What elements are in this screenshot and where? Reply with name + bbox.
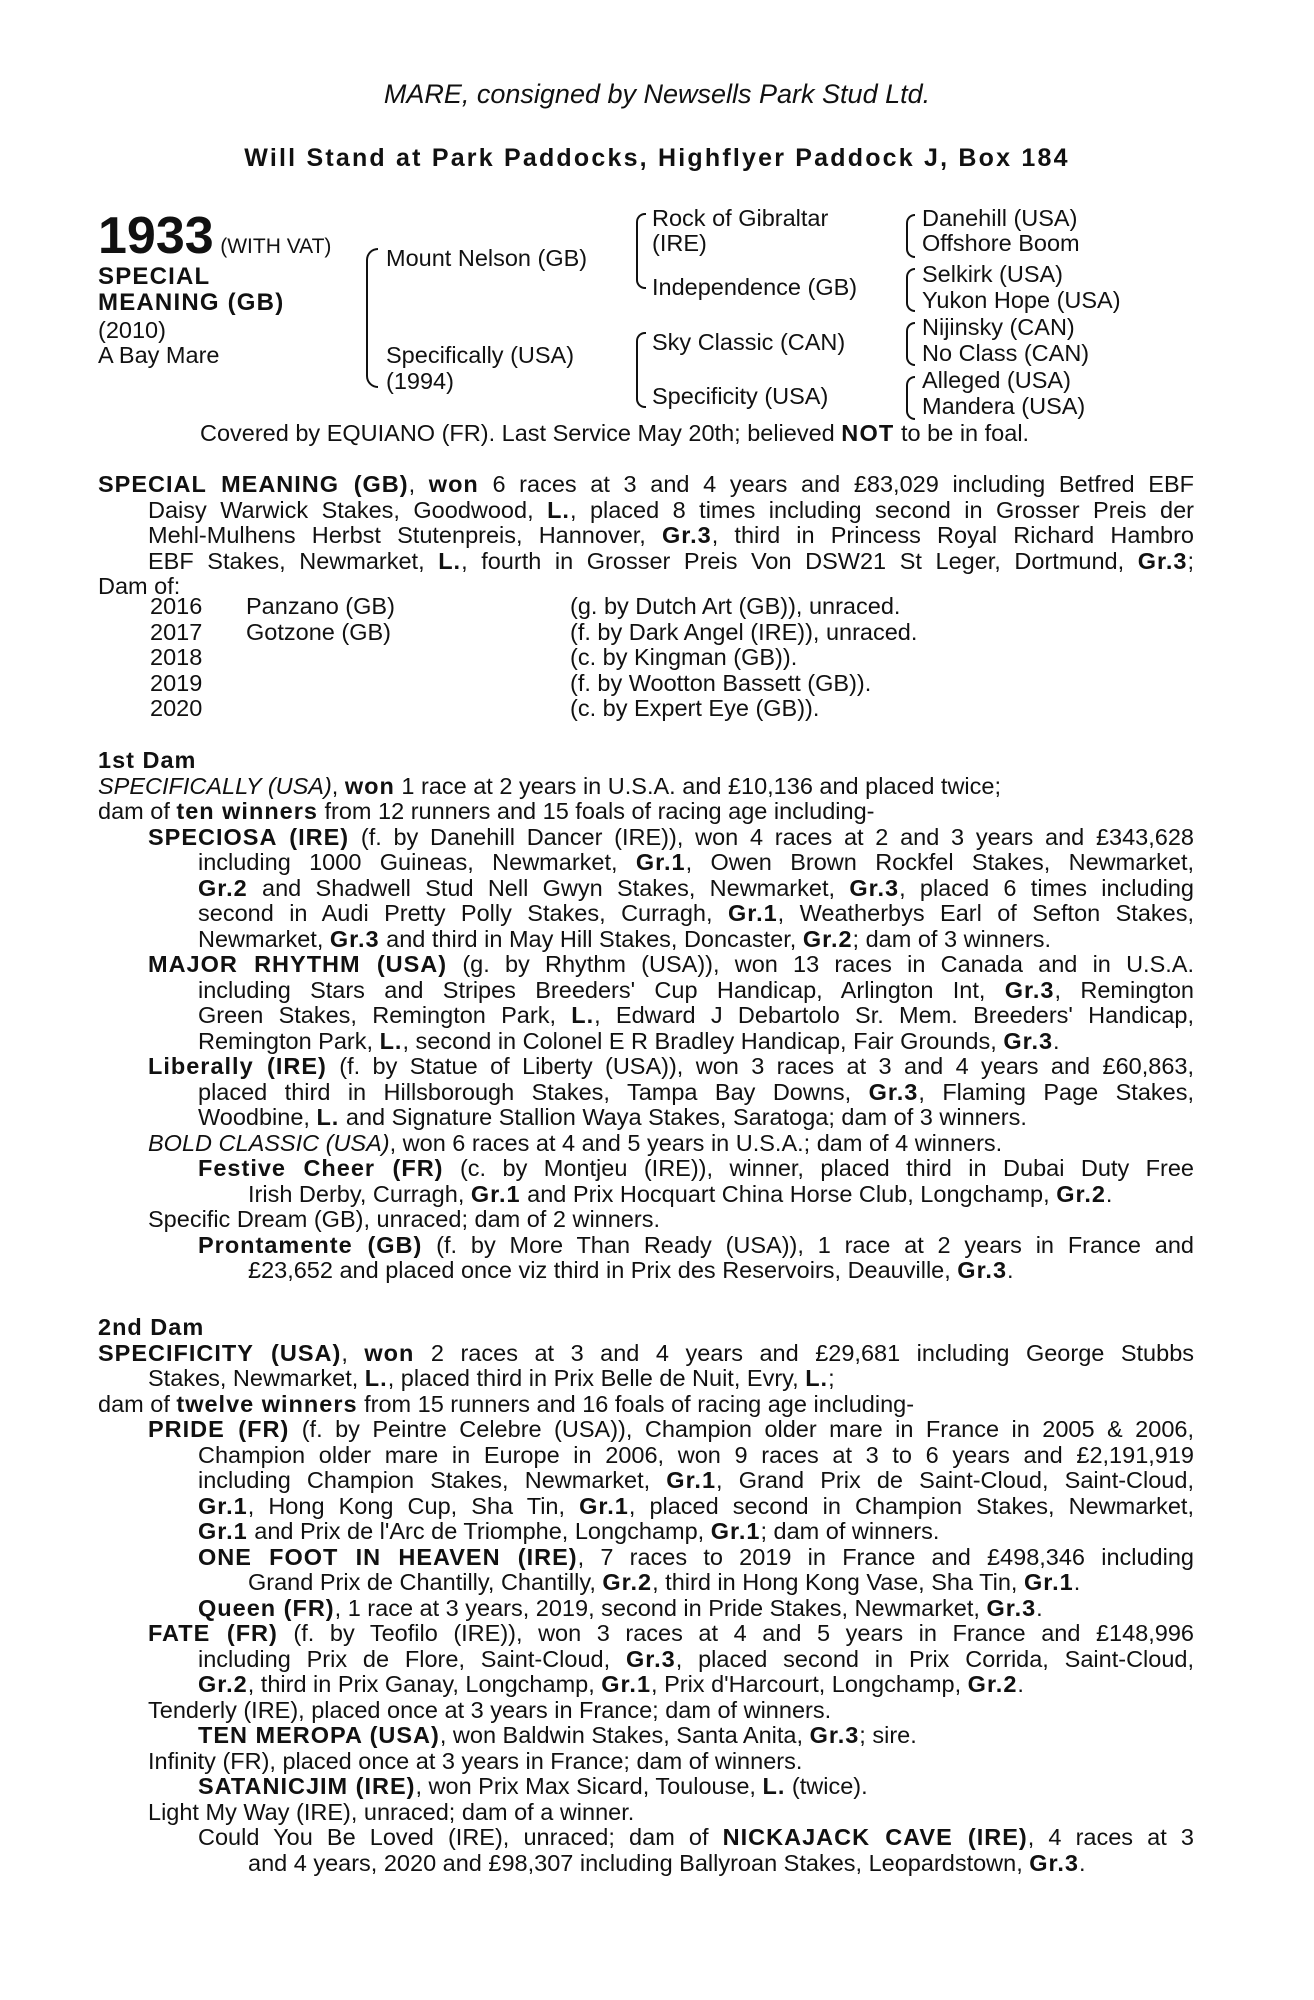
pedigree-g6: No Class (CAN) <box>922 340 1090 366</box>
specific-dream-line: Specific Dream (GB), unraced; dam of 2 winners. <box>148 1206 660 1232</box>
queen-line: Queen (FR), 1 race at 3 years, 2019, second in Pride Stakes, Newmarket, Gr.3. <box>198 1594 1043 1621</box>
liberally-line-2: placed third in Hillsborough Stakes, Tampa Bay Downs, Gr.3, Flaming Page Stakes, <box>198 1078 1195 1105</box>
pedigree-g5: Nijinsky (CAN) <box>922 314 1075 340</box>
speciosa-line-5: Newmarket, Gr.3 and third in May Hill Stakes, Doncaster, Gr.2; dam of 3 winners. <box>198 925 1052 952</box>
record-line-3: Mehl-Mulhens Herbst Stutenpreis, Hannover, Gr.3, third in Princess Royal Richard Hambro <box>148 522 1194 548</box>
pedigree-g4: Yukon Hope (USA) <box>922 287 1121 313</box>
ten-meropa-line: TEN MEROPA (USA), won Baldwin Stakes, Santa Anita, Gr.3; sire. <box>198 1722 917 1748</box>
lot-number: 1933 <box>98 207 214 265</box>
light-my-way-line: Light My Way (IRE), unraced; dam of a winner. <box>148 1798 635 1825</box>
pedigree-g7: Alleged (USA) <box>922 367 1071 393</box>
covering-note <box>200 421 1029 447</box>
second-dam-line-2: Stakes, Newmarket, L., placed third in Prix Belle de Nuit, Evry, L.; <box>148 1365 835 1391</box>
major-rhythm-line-1: MAJOR RHYTHM (USA) (g. by Rhythm (USA)), won 13 races in Canada and in U.S.A. <box>148 951 1194 977</box>
liberally-line-3: Woodbine, L. and Signature Stallion Waya Stakes, Saratoga; dam of 3 winners. <box>198 1104 1027 1130</box>
could-you-be-loved-line-1: Could You Be Loved (IRE), unraced; dam of NICKAJACK CAVE (IRE), 4 races at 3 <box>198 1824 1194 1850</box>
fate-line-2: including Prix de Flore, Saint-Cloud, Gr.3, placed second in Prix Corrida, Saint-Cloud, <box>198 1645 1194 1672</box>
produce-row: 2018 (c. by Kingman (GB)). <box>150 644 798 670</box>
produce-row: 2017 Gotzone (GB) (f. by Dark Angel (IRE)), unraced. <box>150 618 918 645</box>
produce-row: 2016 Panzano (GB) (g. by Dutch Art (GB)), unraced. <box>150 593 901 619</box>
pedigree-g2: Offshore Boom <box>922 230 1080 256</box>
produce-table <box>98 594 998 722</box>
festive-cheer-line-1: Festive Cheer (FR) (c. by Montjeu (IRE)), winner, placed third in Dubai Duty Free <box>198 1155 1194 1181</box>
pride-line-5: Gr.1 and Prix de l'Arc de Triomphe, Longchamp, Gr.1; dam of winners. <box>198 1518 940 1544</box>
covering-text-end: to be in foal. <box>894 420 1030 446</box>
pride-line-2: Champion older mare in Europe in 2006, won 9 races at 3 to 6 years and £2,191,919 <box>198 1441 1194 1468</box>
fate-line-1: FATE (FR) (f. by Teofilo (IRE)), won 3 races at 4 and 5 years in France and £148,996 <box>148 1620 1194 1646</box>
pedigree-brace-g34 <box>906 268 915 312</box>
infinity-line: Infinity (FR), placed once at 3 years in France; dam of winners. <box>148 1747 803 1774</box>
horse-description: A Bay Mare <box>98 342 220 368</box>
pedigree-sire-sire-line2: (IRE) <box>652 230 707 256</box>
record-line-2: Daisy Warwick Stakes, Goodwood, L., placed 8 times including second in Grosser Preis der <box>148 496 1194 523</box>
fate-line-3: Gr.2, third in Prix Ganay, Longchamp, Gr.1, Prix d'Harcourt, Longchamp, Gr.2. <box>198 1671 1024 1697</box>
prontamente-line-2: £23,652 and placed once viz third in Prix des Reservoirs, Deauville, Gr.3. <box>248 1257 1014 1283</box>
speciosa-line-4: second in Audi Pretty Polly Stakes, Curragh, Gr.1, Weatherbys Earl of Sefton Stakes, <box>198 900 1195 926</box>
liberally-line-1: Liberally (IRE) (f. by Statue of Liberty (USA)), won 3 races at 3 and 4 years and £60,863, <box>148 1053 1194 1079</box>
first-dam-line-2: dam of ten winners from 12 runners and 15 foals of racing age including- <box>98 798 875 824</box>
speciosa-line-1: SPECIOSA (IRE) (f. by Danehill Dancer (IRE)), won 4 races at 2 and 3 years and £343,628 <box>148 823 1194 850</box>
festive-cheer-line-2: Irish Derby, Curragh, Gr.1 and Prix Hocquart China Horse Club, Longchamp, Gr.2. <box>248 1180 1113 1207</box>
pedigree-brace-g12 <box>906 214 915 258</box>
record-line-4: EBF Stakes, Newmarket, L., fourth in Grosser Preis Von DSW21 St Leger, Dortmund, Gr.3; <box>148 547 1194 574</box>
speciosa-line-2: including 1000 Guineas, Newmarket, Gr.1, Owen Brown Rockfel Stakes, Newmarket, <box>198 849 1194 875</box>
pedigree-sire-sire-line1: Rock of Gibraltar <box>652 205 829 231</box>
pride-line-3: including Champion Stakes, Newmarket, Gr.1, Grand Prix de Saint-Cloud, Saint-Cloud, <box>198 1467 1194 1493</box>
tenderly-line: Tenderly (IRE), placed once at 3 years in France; dam of winners. <box>148 1696 832 1723</box>
pride-line-1: PRIDE (FR) (f. by Peintre Celebre (USA)), Champion older mare in France in 2005 & 2006, <box>148 1416 1194 1442</box>
pedigree-dam-line2: (1994) <box>386 368 454 394</box>
dam-of-label: Dam of: <box>98 573 181 599</box>
pedigree-brace-g78 <box>906 376 915 420</box>
pride-line-4: Gr.1, Hong Kong Cup, Sha Tin, Gr.1, placed second in Champion Stakes, Newmarket, <box>198 1492 1194 1519</box>
one-foot-in-heaven-line-2: Grand Prix de Chantilly, Chantilly, Gr.2, third in Hong Kong Vase, Sha Tin, Gr.1. <box>248 1569 1081 1595</box>
covering-text: Covered by EQUIANO (FR). Last Service May 20th; believed <box>200 420 842 446</box>
pedigree-brace-sire <box>636 213 646 289</box>
horse-name-line2: MEANING (GB) <box>98 289 285 316</box>
produce-row: 2020 (c. by Expert Eye (GB)). <box>150 695 820 721</box>
pedigree-brace-dam <box>636 332 646 408</box>
second-dam-line-3: dam of twelve winners from 15 runners and 16 foals of racing age including- <box>98 1390 915 1417</box>
stand-location-line: Will Stand at Park Paddocks, Highflyer Paddock J, Box 184 <box>244 144 1070 172</box>
pedigree-g8: Mandera (USA) <box>922 393 1086 419</box>
horse-name-line1: SPECIAL <box>98 263 211 290</box>
first-dam-line-1: SPECIFICALLY (USA), won 1 race at 2 years in U.S.A. and £10,136 and placed twice; <box>98 772 1002 799</box>
could-you-be-loved-line-2: and 4 years, 2020 and £98,307 including Ballyroan Stakes, Leopardstown, Gr.3. <box>248 1849 1086 1876</box>
satanicjim-line: SATANICJIM (IRE), won Prix Max Sicard, Toulouse, L. (twice). <box>198 1773 868 1799</box>
foaling-year: (2010) <box>98 317 166 343</box>
major-rhythm-line-3: Green Stakes, Remington Park, L., Edward J Debartolo Sr. Mem. Breeders' Handicap, <box>198 1002 1194 1028</box>
lot-number-block <box>98 207 332 265</box>
pedigree-dam-line1: Specifically (USA) <box>386 342 575 368</box>
prontamente-line-1: Prontamente (GB) (f. by More Than Ready (USA)), 1 race at 2 years in France and <box>198 1231 1194 1258</box>
second-dam-section <box>98 1315 1194 1876</box>
pedigree-g3: Selkirk (USA) <box>922 261 1064 287</box>
pedigree-sire: Mount Nelson (GB) <box>386 245 588 271</box>
second-dam-line-1: SPECIFICITY (USA), won 2 races at 3 and 4 years and £29,681 including George Stubbs <box>98 1339 1195 1366</box>
one-foot-in-heaven-line-1: ONE FOOT IN HEAVEN (IRE), 7 races to 2019 in France and £498,346 including <box>198 1543 1194 1570</box>
record-line-1: SPECIAL MEANING (GB), won 6 races at 3 and 4 years and £83,029 including Betfred EBF <box>98 471 1194 497</box>
vat-note: (WITH VAT) <box>220 235 332 258</box>
pedigree-sire-dam: Independence (GB) <box>652 274 858 300</box>
second-dam-heading: 2nd Dam <box>98 1314 205 1340</box>
pedigree-dam-dam: Specificity (USA) <box>652 383 829 409</box>
produce-row: 2019 (f. by Wootton Bassett (GB)). <box>150 669 872 696</box>
pedigree-brace-main <box>366 248 378 388</box>
pedigree-dam-sire: Sky Classic (CAN) <box>652 329 846 355</box>
bold-classic-line: BOLD CLASSIC (USA), won 6 races at 4 and 5 years in U.S.A.; dam of 4 winners. <box>148 1129 1003 1156</box>
covering-not: NOT <box>841 420 895 446</box>
major-rhythm-line-4: Remington Park, L., second in Colonel E R Bradley Handicap, Fair Grounds, Gr.3. <box>198 1027 1060 1054</box>
race-record <box>98 472 1194 600</box>
first-dam-heading: 1st Dam <box>98 747 197 773</box>
major-rhythm-line-2: including Stars and Stripes Breeders' Cup Handicap, Arlington Int, Gr.3, Remington <box>198 976 1194 1003</box>
pedigree-g1: Danehill (USA) <box>922 205 1078 231</box>
speciosa-line-3: Gr.2 and Shadwell Stud Nell Gwyn Stakes, Newmarket, Gr.3, placed 6 times including <box>198 874 1195 901</box>
consignor-line: MARE, consigned by Newsells Park Stud Ltd. <box>383 79 931 109</box>
first-dam-section <box>98 748 1194 1284</box>
pedigree-brace-g56 <box>906 322 915 366</box>
